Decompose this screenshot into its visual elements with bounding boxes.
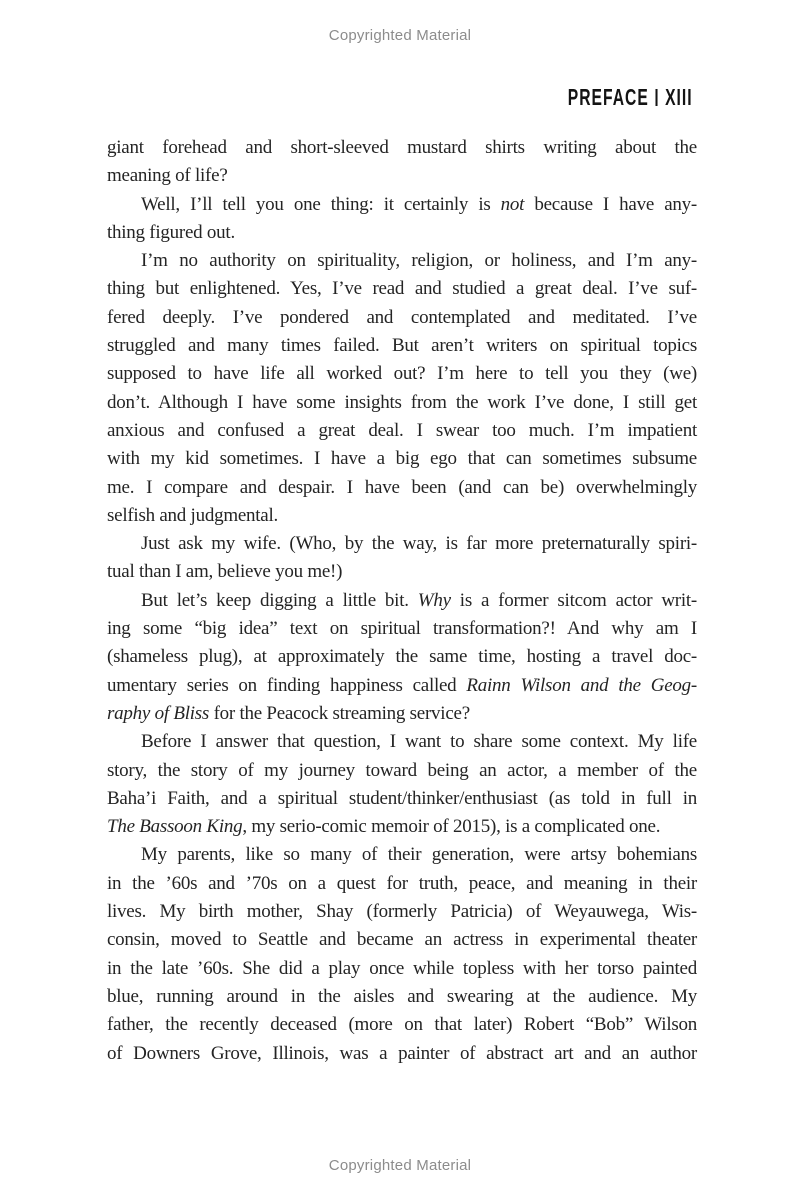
body-line [107,530,697,558]
body-text-segment: don’t. Although I have some insights from the work I’ve done, I still get [107,391,697,413]
copyright-notice-top: Copyrighted Material [328,27,472,44]
body-text-italic-segment: The Bassoon King [107,816,243,838]
body-line [107,1040,697,1068]
body-line [107,813,697,841]
body-text-segment: Before I answer that question, I want to share some context. My life [141,731,697,753]
body-line [107,1011,697,1039]
body-line [107,643,697,671]
body-line [107,841,697,869]
body-text-segment: story, the story of my journey toward being an actor, a member of the [107,759,697,781]
preface-label: PREFACE [568,84,650,110]
body-text-segment: supposed to have life all worked out? I’m here to tell you they (we) [107,363,697,385]
body-line [107,728,697,756]
body-line [107,474,697,502]
body-text-segment: me. I compare and despair. I have been (and can be) overwhelmingly [107,476,697,498]
body-text-segment: for the Peacock streaming service? [209,702,470,724]
body-line [107,332,697,360]
page-body-text [107,134,697,1068]
body-text-segment: tual than I am, believe you me!) [107,561,343,583]
body-line [107,785,697,813]
body-text-segment: But let’s keep digging a little bit. [141,589,418,611]
body-text-segment: in the late ’60s. She did a play once while topless with her torso painted [107,957,697,979]
body-line [107,700,697,728]
copyright-notice-bottom: Copyrighted Material [328,1157,472,1174]
body-text-segment: struggled and many times failed. But aren’t writers on spiritual topics [107,335,697,357]
body-line [107,615,697,643]
body-line [107,360,697,388]
body-text-segment: Well, I’ll tell you one thing: it certainly is [141,193,501,215]
body-line [107,247,697,275]
body-text-segment: giant forehead and short-sleeved mustard shirts writing about the [107,137,697,158]
body-text-segment: , my serio-comic memoir of 2015), is a complicated one. [242,816,661,838]
body-line [107,870,697,898]
body-line [107,445,697,473]
body-line [107,757,697,785]
body-line [107,983,697,1011]
body-line [107,898,697,926]
body-text-segment: father, the recently deceased (more on that later) Robert “Bob” Wilson [107,1014,697,1036]
body-line [107,275,697,303]
body-text-segment: with my kid sometimes. I have a big ego that can sometimes subsume [107,448,697,470]
body-line [107,191,697,219]
body-text-segment: blue, running around in the aisles and swearing at the audience. My [107,985,697,1007]
body-text-italic-segment: not [500,193,525,215]
body-text-segment: anxious and confused a great deal. I swear too much. I’m impatient [107,419,697,441]
body-text-segment: consin, moved to Seattle and became an actress in experimental theater [107,929,697,951]
body-text-segment: in the ’60s and ’70s on a quest for truth, peace, and meaning in their [107,872,697,894]
body-line [107,219,697,247]
body-text-segment: selfish and judgmental. [107,504,279,526]
body-text-segment: thing but enlightened. Yes, I’ve read and studied a great deal. I’ve suf- [107,278,697,300]
body-line [107,389,697,417]
body-text-segment: Just ask my wife. (Who, by the way, is far more preternaturally spiri- [141,533,697,555]
body-text-segment: lives. My birth mother, Shay (formerly Patricia) of Weyauwega, Wis- [107,901,697,923]
page-number: XIII [665,84,693,110]
body-line [107,672,697,700]
body-text-segment: My parents, like so many of their generation, were artsy bohemians [141,844,697,866]
body-text-segment: umentary series on finding happiness called [107,674,467,696]
body-text-segment: of Downers Grove, Illinois, was a painter of abstract art and an author [107,1042,697,1064]
body-line [107,502,697,530]
body-text-segment: Baha’i Faith, and a spiritual student/thinker/enthusiast (as told in full in [107,787,697,809]
body-line [107,162,697,190]
header-separator-bar [656,89,658,106]
body-text-italic-segment: raphy of Bliss [107,702,210,724]
body-text-segment: fered deeply. I’ve pondered and contemplated and meditated. I’ve [107,306,697,328]
body-text-segment: I’m no authority on spirituality, religion, or holiness, and I’m any- [141,250,697,272]
running-head [568,86,693,109]
body-text-segment: ing some “big idea” text on spiritual transformation?! And why am I [107,618,697,640]
body-line [107,955,697,983]
body-line [107,417,697,445]
body-text-italic-segment: Rainn Wilson and the Geog- [466,674,697,696]
body-text-segment: meaning of life? [107,165,228,187]
body-text-italic-segment: Why [417,589,451,611]
body-line [107,134,697,162]
body-line [107,926,697,954]
body-line [107,558,697,586]
body-text-segment: thing figured out. [107,221,235,243]
body-text-segment: (shameless plug), at approximately the same time, hosting a travel doc- [107,646,697,668]
body-text-segment: because I have any- [524,193,697,215]
body-text-segment: is a former sitcom actor writ- [450,589,697,611]
body-line [107,587,697,615]
body-line [107,304,697,332]
